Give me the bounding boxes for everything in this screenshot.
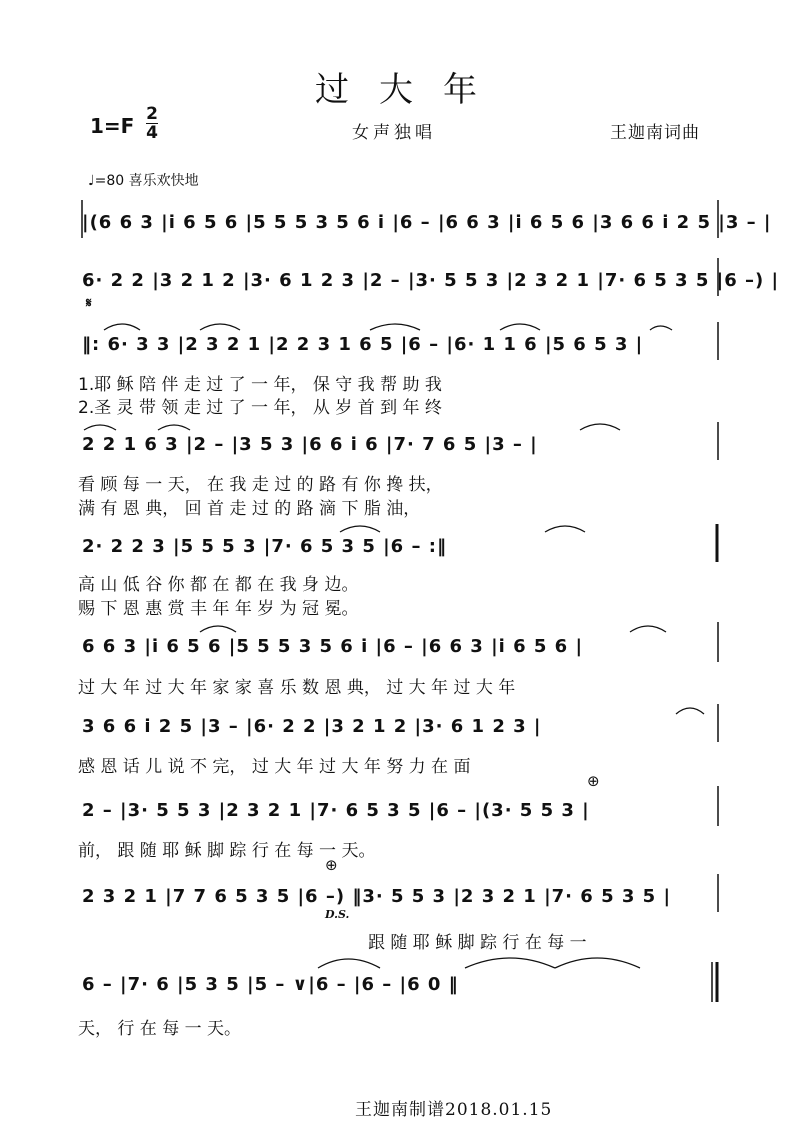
notation-row-5: 2· 2 2 3 |5 5 5 3 |7· 6 5 3 5 |6 – :‖ [82, 536, 447, 557]
notation-row-10: 6 – |7· 6 |5 3 5 |5 – ∨|6 – |6 – |6 0 ‖ [82, 974, 459, 995]
coda-icon-1: ⊕ [587, 772, 600, 790]
lyric-row-3-verse-2: 2.圣 灵 带 领 走 过 了 一 年， 从 岁 首 到 年 终 [78, 398, 442, 418]
lyric-row-4-verse-2: 满 有 恩 典， 回 首 走 过 的 路 滴 下 脂 油， [78, 499, 421, 519]
notation-row-6: 6 6 3 |i̇ 6 5 6 |5 5 5 3 5 6 i̇ |6 – |6 6 3 |i̇ 6 5 6 | [82, 636, 584, 657]
key-signature: 1=F [90, 114, 135, 138]
coda-icon-2: ⊕ [325, 856, 338, 874]
lyric-row-7: 感 恩 话 儿 说 不 完， 过 大 年 过 大 年 努 力 在 面 [78, 757, 471, 777]
lyric-row-8: 前， 跟 随 耶 稣 脚 踪 行 在 每 一 天。 [78, 841, 376, 861]
lyric-row-10: 天， 行 在 每 一 天。 [78, 1019, 242, 1039]
notation-row-7: 3 6 6 i̇ 2 5 |3 – |6· 2 2 |3 2 1 2 |3· 6 1 2 3 | [82, 716, 542, 737]
time-signature-top: 2 [146, 104, 158, 124]
ds-marking: D.S. [325, 908, 350, 921]
performance-type: 女声独唱 [352, 123, 436, 143]
composer-credit: 王迦南词曲 [610, 123, 700, 143]
segno-icon: 𝄋 [86, 296, 92, 311]
lyric-row-4-verse-1: 看 顾 每 一 天， 在 我 走 过 的 路 有 你 搀 扶， [78, 475, 443, 495]
notation-row-2: 6· 2 2 |3 2 1 2 |3· 6 1 2 3 |2 – |3· 5 5 3 |2 3 2 1 |7· 6 5 3 5 |6 –) | [82, 270, 780, 291]
tempo-marking: ♩=80 喜乐欢快地 [88, 173, 199, 189]
lyric-row-6: 过 大 年 过 大 年 家 家 喜 乐 数 恩 典， 过 大 年 过 大 年 [78, 678, 516, 698]
notation-row-1: |(6 6 3 |i̇ 6 5 6 |5 5 5 3 5 6 i̇ |6 – |6 6 3 |i̇ 6 5 6 |3 6 6 i̇ 2 5 |3 – | [82, 212, 772, 233]
lyric-row-5-verse-2: 赐 下 恩 惠 赏 丰 年 年 岁 为 冠 冕。 [78, 599, 359, 619]
footer-credit: 王迦南制谱2018.01.15 [355, 1100, 553, 1120]
notation-row-4: 2 2 1 6 3 |2 – |3 5 3 |6 6 i̇ 6 |7· 7 6 5 |3 – | [82, 434, 538, 455]
time-signature-bottom: 4 [146, 123, 158, 143]
lyric-row-3-verse-1: 1.耶 稣 陪 伴 走 过 了 一 年， 保 守 我 帮 助 我 [78, 375, 442, 395]
notation-row-8: 2 – |3· 5 5 3 |2 3 2 1 |7· 6 5 3 5 |6 – |(3· 5 5 3 | [82, 800, 590, 821]
lyric-row-5-verse-1: 高 山 低 谷 你 都 在 都 在 我 身 边。 [78, 575, 359, 595]
notation-row-3: ‖: 6· 3 3 |2 3 2 1 |2 2 3 1 6 5 |6 – |6· 1 1 6 |5 6 5 3 | [82, 334, 644, 355]
notation-row-9: 2 3 2 1 |7 7 6 5 3 5 |6 –) ‖3· 5 5 3 |2 3 2 1 |7· 6 5 3 5 | [82, 886, 672, 907]
lyric-row-9: 跟 随 耶 稣 脚 踪 行 在 每 一 [368, 933, 587, 953]
song-title: 过大年 [315, 70, 507, 110]
